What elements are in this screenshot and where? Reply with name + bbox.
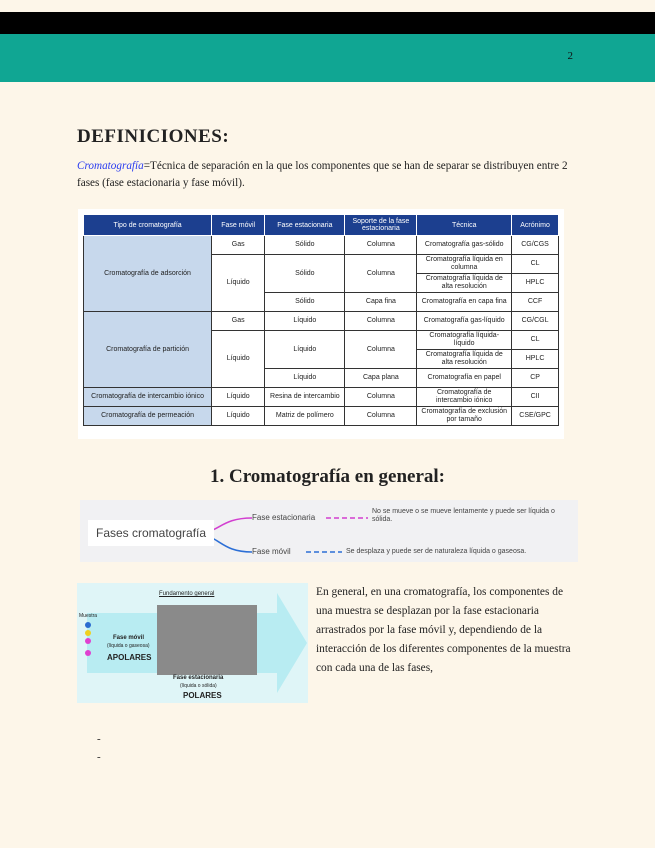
- table-cell: Cromatografía gas-sólido: [417, 236, 512, 255]
- table-cell: Cromatografía líquida-líquido: [417, 331, 512, 350]
- table-cell: Sólido: [265, 293, 345, 312]
- table-cell: Columna: [345, 255, 417, 293]
- page-number: 2: [567, 50, 573, 62]
- table-cell: Gas: [212, 236, 265, 255]
- table-cell: Columna: [345, 312, 417, 331]
- header-black-band: [0, 12, 655, 34]
- table-cell: Líquido: [212, 407, 265, 426]
- bullet-item: -: [97, 751, 101, 763]
- header-teal-band: [0, 34, 655, 82]
- table-cell: Resina de intercambio: [265, 388, 345, 407]
- table-cell: Cromatografía líquida en columna: [417, 255, 512, 274]
- table-row: [84, 236, 559, 255]
- group-cell: Cromatografía de permeación: [84, 407, 212, 426]
- table-cell: Cromatografía en papel: [417, 369, 512, 388]
- figure-title: Fundamento general: [159, 591, 215, 597]
- figure-fase-movil: Fase móvil: [113, 635, 145, 641]
- table-cell: Columna: [345, 331, 417, 369]
- figure-muestra: Muestra: [79, 613, 98, 619]
- sample-dot: [85, 622, 91, 628]
- page-top-margin: [0, 0, 655, 12]
- stationary-phase-block: [157, 605, 257, 675]
- col-header-fase-estacionaria: Fase estacionaria: [265, 215, 345, 236]
- mindmap-branch-estacionaria: Fase estacionaria: [252, 513, 316, 522]
- table-cell: Matriz de polímero: [265, 407, 345, 426]
- table-cell: Líquido: [212, 255, 265, 312]
- table-cell: CCF: [512, 293, 559, 312]
- table-cell: CP: [512, 369, 559, 388]
- sample-dot: [85, 630, 91, 636]
- sample-dot: [85, 638, 91, 644]
- table-cell: Líquido: [212, 331, 265, 388]
- definition-text: =Técnica de separación en la que los componentes que se han de separar se distribuyen entre 2 fases (fase estacionaria y fase móvil).: [77, 160, 568, 189]
- table-cell: Capa plana: [345, 369, 417, 388]
- table-cell: HPLC: [512, 274, 559, 293]
- table-cell: Cromatografía de exclusión por tamaño: [417, 407, 512, 426]
- sample-dot: [85, 650, 91, 656]
- table-cell: Cromatografía de intercambio iónico: [417, 388, 512, 407]
- table-cell: CG/CGS: [512, 236, 559, 255]
- phases-mindmap: [80, 500, 578, 562]
- mindmap-desc-estacionaria: No se mueve o se mueve lentamente y puede ser líquida o sólida.: [372, 508, 555, 523]
- table-cell: Líquido: [265, 331, 345, 369]
- table-cell: CL: [512, 255, 559, 274]
- figure-fase-estacionaria: Fase estacionaria: [173, 675, 224, 681]
- table-header-row: [84, 215, 559, 236]
- figure-fase-movil-sub: (líquida o gaseosa): [107, 643, 150, 649]
- mindmap-branch-movil: Fase móvil: [252, 547, 291, 556]
- table-cell: Cromatografía en capa fina: [417, 293, 512, 312]
- chromatography-table: [83, 214, 559, 426]
- col-header-soporte: Soporte de la fase estacionaria: [345, 215, 417, 236]
- definition-paragraph: [77, 158, 577, 192]
- table-row: [84, 388, 559, 407]
- group-cell: Cromatografía de intercambio iónico: [84, 388, 212, 407]
- table-cell: Líquido: [265, 369, 345, 388]
- table-cell: Cromatografía líquida de alta resolución: [417, 350, 512, 369]
- group-cell: Cromatografía de adsorción: [84, 236, 212, 312]
- col-header-fase-movil: Fase móvil: [212, 215, 265, 236]
- bullet-item: -: [97, 733, 101, 745]
- table-cell: Sólido: [265, 255, 345, 293]
- table-cell: Gas: [212, 312, 265, 331]
- col-header-acronimo: Acrónimo: [512, 215, 559, 236]
- table-cell: Cromatografía líquida de alta resolución: [417, 274, 512, 293]
- table-cell: Columna: [345, 236, 417, 255]
- fundamento-figure: [77, 583, 308, 703]
- table-cell: HPLC: [512, 350, 559, 369]
- group-cell: Cromatografía de partición: [84, 312, 212, 388]
- table-row: [84, 407, 559, 426]
- table-cell: Líquido: [265, 312, 345, 331]
- mindmap-desc-movil: Se desplaza y puede ser de naturaleza líquida o gaseosa.: [346, 548, 527, 555]
- table-cell: CG/CGL: [512, 312, 559, 331]
- figure-fase-estacionaria-sub: (líquida o sólida): [180, 683, 217, 689]
- table-cell: CSE/GPC: [512, 407, 559, 426]
- mindmap-root: Fases cromatografía: [88, 520, 214, 546]
- general-paragraph: En general, en una cromatografía, los componentes de una muestra se desplazan por la fase estacionaria arrastrados por la fase móvil y, dependiendo de la interacción de los diferentes componentes de la muestra con cada una de las fases,: [316, 586, 571, 674]
- col-header-tipo: Tipo de cromatografía: [84, 215, 212, 236]
- section-title: DEFINICIONES:: [77, 126, 230, 147]
- figure-polares: POLARES: [183, 691, 222, 700]
- table-cell: CII: [512, 388, 559, 407]
- table-row: [84, 312, 559, 331]
- definition-term: Cromatografía: [77, 160, 144, 172]
- table-cell: Capa fina: [345, 293, 417, 312]
- table-cell: Cromatografía gas-líquido: [417, 312, 512, 331]
- heading-general: 1. Cromatografía en general:: [210, 466, 445, 487]
- col-header-tecnica: Técnica: [417, 215, 512, 236]
- chromatography-table-image: [78, 209, 564, 439]
- table-cell: Columna: [345, 388, 417, 407]
- figure-apolares: APOLARES: [107, 653, 152, 662]
- table-cell: Columna: [345, 407, 417, 426]
- table-cell: Sólido: [265, 236, 345, 255]
- table-cell: Líquido: [212, 388, 265, 407]
- table-cell: CL: [512, 331, 559, 350]
